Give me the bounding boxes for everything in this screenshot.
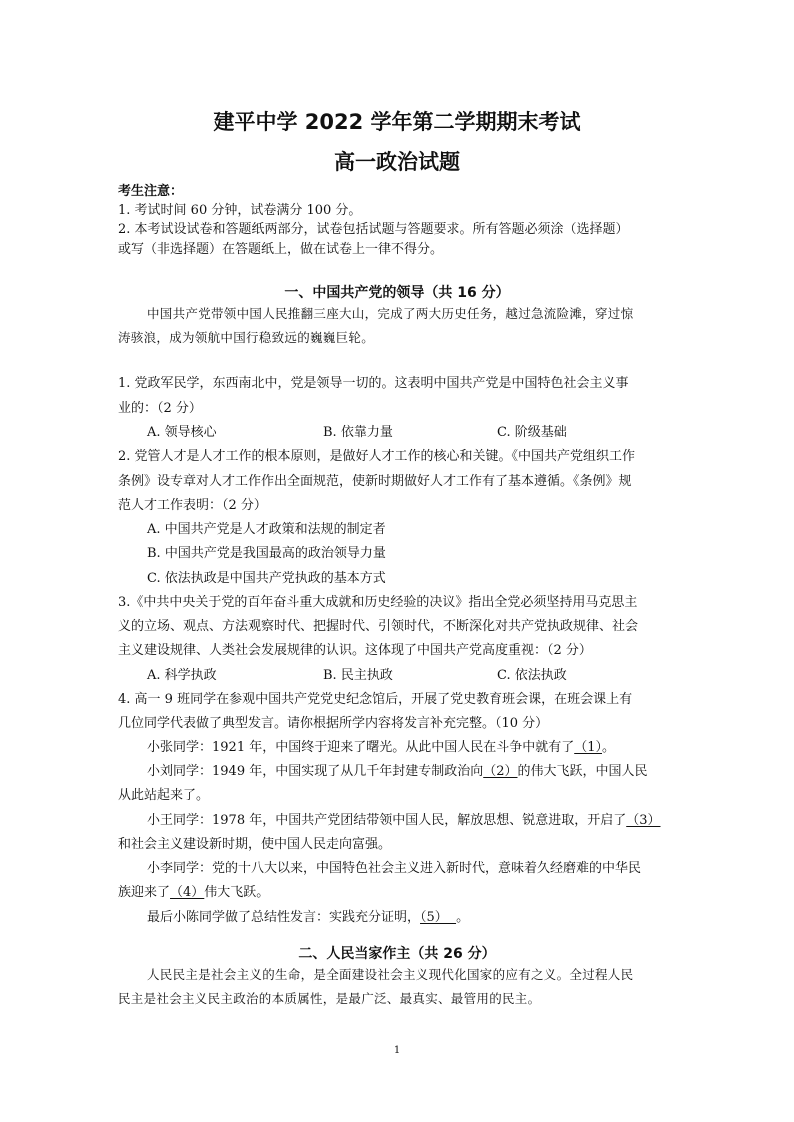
q2-option-a: A. 中国共产党是人才政策和法规的制定者	[147, 522, 386, 537]
q1-option-c: C. 阶级基础	[497, 425, 567, 440]
q4-zhang-statement	[147, 740, 615, 756]
answer-blank-1: （1）	[574, 740, 602, 755]
q4-line-1: 4. 高一 9 班同学在参观中国共产党党史纪念馆后，开展了党史教育班会课，在班会课上有	[118, 692, 633, 707]
answer-blank-5: （5）	[420, 910, 457, 925]
q1-line-2: 业的：（2 分）	[118, 401, 202, 416]
q3-line-1: 3.《中共中央关于党的百年奋斗重大成就和历史经验的决议》指出全党必须坚持用马克思主	[118, 595, 638, 610]
q2-option-c: C. 依法执政是中国共产党执政的基本方式	[147, 571, 386, 586]
answer-blank-4: （4）	[170, 885, 205, 900]
q2-line-2: 条例》设专章对人才工作作出全面规范，使新时期做好人才工作有了基本遵循。《条例》规	[118, 474, 632, 489]
q1-option-a: A. 领导核心	[147, 425, 217, 440]
q4-line-2: 几位同学代表做了典型发言。请你根据所学内容将发言补充完整。（10 分）	[118, 716, 549, 731]
notice-item-1: 1. 考试时间 60 分钟，试卷满分 100 分。	[118, 203, 362, 218]
answer-blank-3: （3）	[626, 813, 661, 828]
paper-title: 高一政治试题	[334, 150, 460, 174]
q4-li-statement	[118, 885, 269, 901]
section-1-title: 一、中国共产党的领导（共 16 分）	[284, 285, 510, 301]
notice-item-2-line-1: 2. 本考试设试卷和答题纸两部分，试卷包括试题与答题要求。所有答题必须涂（选择题）	[118, 222, 629, 237]
notice-item-2-line-2: 或写（非选择题）在答题纸上，做在试卷上一律不得分。	[118, 242, 444, 257]
q4-chen-end: 。	[456, 910, 470, 925]
q4-li-text: 族迎来了	[118, 885, 171, 900]
q4-chen-text: 最后小陈同学做了总结性发言：实践充分证明，	[147, 910, 421, 925]
q4-wang-line-2: 和社会主义建设新时期，使中国人民走向富强。	[118, 837, 392, 852]
q4-li-line-1: 小李同学：党的十八大以来，中国特色社会主义进入新时代，意味着久经磨难的中华民	[147, 861, 642, 876]
page-number: 1	[393, 1045, 401, 1056]
q4-wang-text: 小王同学：1978 年，中国共产党团结带领中国人民，解放思想、锐意进取，开启了	[147, 813, 627, 828]
section-1-intro-line-1: 中国共产党带领中国人民推翻三座大山，完成了两大历史任务，越过急流险滩，穿过惊	[147, 306, 634, 321]
notice-heading: 考生注意：	[118, 184, 184, 199]
q4-zhang-text: 小张同学：1921 年，中国终于迎来了曙光。从此中国人民在斗争中就有了	[147, 740, 575, 755]
q3-option-a: A. 科学执政	[147, 668, 217, 683]
q4-zhang-end: 。	[602, 740, 616, 755]
section-2-intro-line-1: 人民民主是社会主义的生命，是全面建设社会主义现代化国家的应有之义。全过程人民	[147, 967, 634, 982]
q3-option-b: B. 民主执政	[323, 668, 393, 683]
q2-line-1: 2. 党管人才是人才工作的根本原则，是做好人才工作的核心和关键。《中国共产党组织工作	[118, 449, 636, 464]
q4-chen-statement	[147, 910, 469, 926]
q3-line-2: 义的立场、观点、方法观察时代、把握时代、引领时代，不断深化对共产党执政规律、社会	[118, 619, 639, 634]
section-2-title: 二、人民当家作主（共 26 分）	[298, 946, 496, 962]
section-1-intro-line-2: 涛骇浪，成为领航中国行稳致远的巍巍巨轮。	[118, 330, 375, 345]
answer-blank-2: （2）	[483, 764, 518, 779]
school-title: 建平中学 2022 学年第二学期期末考试	[213, 110, 581, 134]
q3-line-3: 主义建设规律、人类社会发展规律的认识。这体现了中国共产党高度重视：（2 分）	[118, 643, 592, 658]
q4-wang-statement	[147, 813, 661, 829]
q1-option-b: B. 依靠力量	[323, 425, 393, 440]
q4-liu-line-2: 从此站起来了。	[118, 788, 210, 803]
q1-line-1: 1. 党政军民学，东西南北中，党是领导一切的。这表明中国共产党是中国特色社会主义事	[118, 376, 629, 391]
section-2-intro-line-2: 民主是社会主义民主政治的本质属性，是最广泛、最真实、最管用的民主。	[118, 991, 541, 1006]
q4-liu-text-end: 的伟大飞跃，中国人民	[517, 764, 648, 779]
q2-line-3: 范人才工作表明：（2 分）	[118, 498, 267, 513]
q4-liu-text: 小刘同学：1949 年，中国实现了从几千年封建专制政治向	[147, 764, 484, 779]
q3-option-c: C. 依法执政	[497, 668, 567, 683]
q4-liu-statement	[147, 764, 648, 780]
q2-option-b: B. 中国共产党是我国最高的政治领导力量	[147, 546, 386, 561]
q4-li-text-end: 伟大飞跃。	[204, 885, 270, 900]
